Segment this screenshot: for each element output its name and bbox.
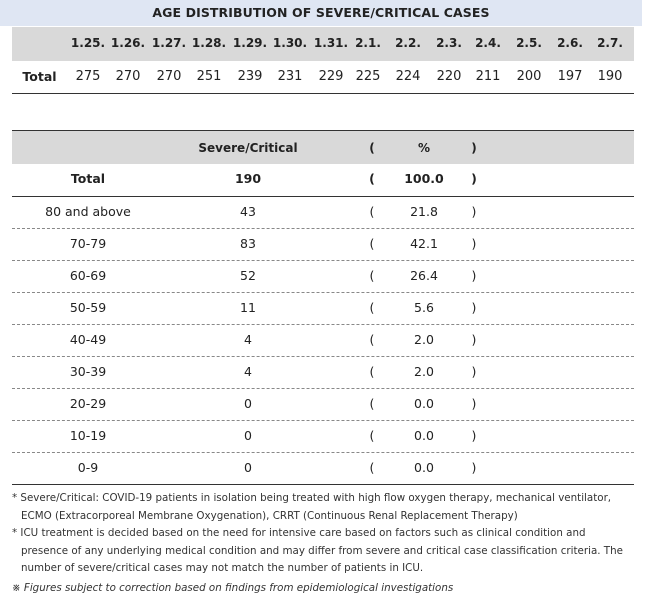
table-row [12,325,634,357]
row-label: 0-9 [77,460,99,475]
page-title: AGE DISTRIBUTION OF SEVERE/CRITICAL CASES [152,5,490,20]
row-label: 30-39 [69,364,107,379]
date-header: 1.28. [191,36,227,50]
total-value: 275 [75,69,101,84]
table-row [12,229,634,261]
paren-close: ) [471,460,477,475]
table-row [12,357,634,389]
title-bar [0,0,642,26]
paren-open-header: ( [369,141,375,155]
table-row [12,421,634,453]
total-value: 270 [115,69,141,84]
row-count: 0 [244,428,252,443]
total-value: 200 [516,69,542,84]
table-row [12,453,634,485]
paren-close: ) [471,428,477,443]
date-header: 2.3. [436,36,462,50]
paren-open: ( [369,171,375,186]
paren-open: ( [369,396,375,411]
note-line: * ICU treatment is decided based on the need for intensive care based on factors such as clinical condition and [12,527,586,539]
row-percent: 2.0 [414,364,434,379]
row-count: 4 [244,332,252,347]
date-header: 2.4. [475,36,501,50]
paren-open: ( [369,364,375,379]
paren-open: ( [369,332,375,347]
table-row [12,389,634,421]
row-label: 60-69 [69,268,107,283]
row-percent: 26.4 [410,268,438,283]
paren-close: ) [471,300,477,315]
date-header: 1.26. [110,36,146,50]
trend-total-row [12,61,634,94]
total-value: 239 [237,69,263,84]
row-label: 10-19 [69,428,107,443]
row-percent: 0.0 [414,428,434,443]
row-percent: 0.0 [414,460,434,475]
row-count: 83 [240,236,256,251]
date-header: 1.30. [272,36,308,50]
age-table-header [12,130,634,164]
row-label: 70-79 [69,236,107,251]
paren-close-header: ) [471,141,477,155]
total-value: 231 [277,69,303,84]
paren-open: ( [369,268,375,283]
notes [12,490,642,578]
table-row [12,197,634,229]
date-header: 2.6. [557,36,583,50]
row-percent: 0.0 [414,396,434,411]
row-count: 43 [240,204,256,219]
row-percent: 100.0 [404,171,444,186]
note-line: ECMO (Extracorporeal Membrane Oxygenation), CRRT (Continuous Renal Replacement Therapy) [21,509,518,522]
age-table-total-row [12,164,634,197]
date-header: 2.5. [516,36,542,50]
table-row [12,293,634,325]
paren-close: ) [471,268,477,283]
paren-open: ( [369,428,375,443]
note-line: number of severe/critical cases may not match the number of patients in ICU. [21,562,424,574]
row-label: 20-29 [69,396,107,411]
severe-critical-header: Severe/Critical [198,141,298,155]
paren-close: ) [471,236,477,251]
date-header: 2.1. [355,36,381,50]
total-value: 229 [318,69,344,84]
paren-close: ) [471,171,477,186]
paren-open: ( [369,236,375,251]
row-count: 0 [244,396,252,411]
paren-open: ( [369,204,375,219]
total-value: 190 [597,69,623,84]
date-header: 2.7. [597,36,623,50]
total-value: 220 [436,69,462,84]
paren-close: ) [471,364,477,379]
paren-open: ( [369,460,375,475]
row-count: 0 [244,460,252,475]
row-percent: 42.1 [410,236,438,251]
row-count: 190 [234,171,262,186]
row-percent: 21.8 [410,204,438,219]
footnote: ※ Figures subject to correction based on findings from epidemiological investigations [12,582,454,594]
total-label: Total [22,69,57,84]
date-header: 1.27. [151,36,187,50]
row-label: Total [70,171,106,186]
row-count: 52 [240,268,256,283]
row-label: 40-49 [69,332,107,347]
row-label: 50-59 [69,300,107,315]
table-row [12,261,634,293]
date-header: 1.25. [70,36,106,50]
row-count: 11 [240,300,256,315]
row-label: 80 and above [45,204,131,219]
total-value: 224 [395,69,421,84]
paren-open: ( [369,300,375,315]
paren-close: ) [471,332,477,347]
total-value: 251 [196,69,222,84]
paren-close: ) [471,396,477,411]
date-header: 1.29. [232,36,268,50]
trend-header-row [12,27,634,61]
note-line: * Severe/Critical: COVID-19 patients in isolation being treated with high flow oxygen therapy, mechanical ventilator, [12,492,612,504]
row-percent: 2.0 [414,332,434,347]
total-value: 225 [355,69,381,84]
date-header: 2.2. [395,36,421,50]
date-header: 1.31. [313,36,349,50]
row-count: 4 [244,364,252,379]
total-value: 270 [156,69,182,84]
percent-header: % [417,141,431,155]
total-value: 197 [557,69,583,84]
note-line: presence of any underlying medical condition and may differ from severe and critical case classification criteria. The [21,544,623,557]
paren-close: ) [471,204,477,219]
row-percent: 5.6 [414,300,434,315]
total-value: 211 [475,69,501,84]
